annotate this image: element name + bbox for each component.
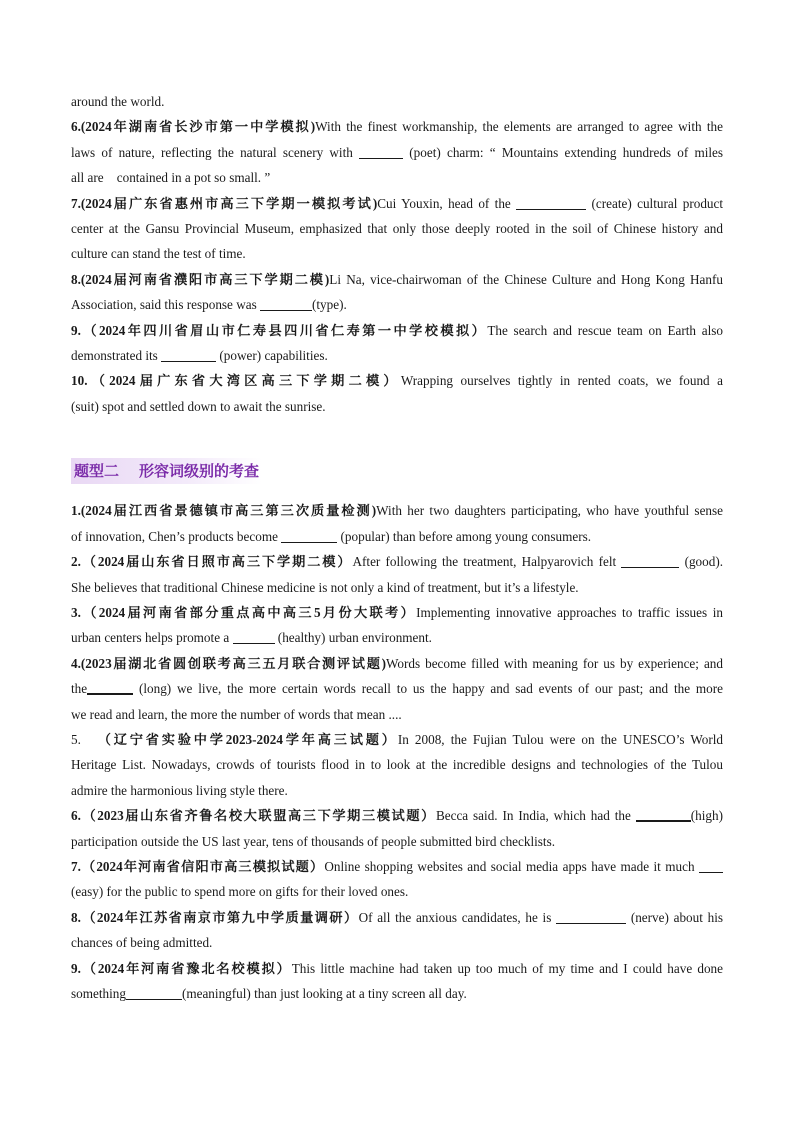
- question-item: 7.(2024届广东省惠州市高三下学期一模拟考试)Cui Youxin, head of the (create) cultural product center at the Gansu Provincial Museum, emphasized that only those deeply rooted in the soil of Chinese history and culture can stand the test of time.: [71, 195, 724, 262]
- answer-blank[interactable]: [161, 348, 216, 362]
- section-heading-wrap: [71, 458, 723, 484]
- question-item: 9.（2024年河南省豫北名校模拟）This little machine had taken up too much of my time and I could have done something (meaningful) than just looking at a tiny screen all day.: [71, 960, 723, 1001]
- answer-blank[interactable]: [621, 554, 679, 568]
- question-item: 6.(2024年湖南省长沙市第一中学模拟)With the finest workmanship, the elements are arranged to agree with the laws of nature, reflecting the natural scenery with (poet) charm: “ Mountains extending hundreds of miles all are contained in a pot so small. ”: [71, 119, 724, 186]
- question-source: （辽宁省实验中学2023-2024学年高三试题）: [94, 731, 398, 747]
- question-item: 8.(2024届河南省濮阳市高三下学期二模)Li Na, vice-chairwoman of the Chinese Culture and Hong Kong Hanfu Association, said this response was (type).: [71, 271, 723, 313]
- answer-blank[interactable]: [516, 196, 586, 210]
- question-source: （2023届山东省齐鲁名校大联盟高三下学期三模试题）: [80, 808, 436, 824]
- answer-blank[interactable]: [556, 910, 626, 924]
- question-item: 1.(2024届江西省景德镇市高三第三次质量检测)With her two daughters participating, who have youthful sense of innovation, Chen’s products become (popular) than before among young consumers.: [71, 503, 723, 544]
- question-item: 4.(2023届湖北省圆创联考高三五月联合测评试题)Words become filled with meaning for us by experience; and the (long) we live, the more certain words recall to us the happy and sad events of our past; and the more we read and learn, the more the number of words that mean ....: [71, 655, 724, 722]
- question-item: 6.（2023届山东省齐鲁名校大联盟高三下学期三模试题）Becca said. In India, which had the (high) participation outside the US last year, tens of thousands of people submitted bird checklists.: [71, 808, 724, 849]
- question-item: 8.（2024年江苏省南京市第九中学质量调研）Of all the anxious candidates, he is (nerve) about his chances of being admitted.: [71, 909, 724, 951]
- question-item: 3.（2024届河南省部分重点高中高三5月份大联考）Implementing innovative approaches to traffic issues in urban centers helps promote a (healthy) urban environment.: [71, 604, 723, 646]
- question-source: （2024年河南省信阳市高三模拟试题）: [80, 858, 325, 874]
- question-number: 9.: [71, 960, 81, 976]
- question-number: 5.: [71, 731, 81, 747]
- question-source: （2024年江苏省南京市第九中学质量调研）: [80, 909, 359, 925]
- question-number: 1.: [71, 503, 81, 519]
- question-item: 5. （辽宁省实验中学2023-2024学年高三试题）In 2008, the Fujian Tulou were on the UNESCO’s World Heritage List. Nowadays, crowds of tourists flood in to look at the incredible designs and technologies of the Tulou admire the harmonious living style there.: [71, 731, 724, 798]
- question-source: (2024届广东省惠州市高三下学期一模拟考试): [80, 195, 378, 211]
- question-number: 6.: [71, 119, 81, 135]
- question-number: 8.: [71, 271, 81, 287]
- question-number: 10.: [71, 373, 88, 389]
- question-number: 8.: [71, 909, 81, 925]
- answer-blank[interactable]: [260, 297, 312, 311]
- question-number: 2.: [71, 554, 81, 570]
- question-number: 3.: [71, 604, 81, 620]
- question-number: 9.: [71, 322, 81, 338]
- question-source: （2024年四川省眉山市仁寿县四川省仁寿第一中学校模拟）: [80, 322, 488, 338]
- question-number: 7.: [71, 195, 81, 211]
- section-heading: 题型二 形容词级别的考查: [71, 458, 262, 484]
- question-number: 6.: [71, 808, 81, 824]
- question-source: (2024届河南省濮阳市高三下学期二模): [80, 271, 330, 287]
- question-source: （2024届广东省大湾区高三下学期二模）: [87, 373, 401, 389]
- question-item: 2.（2024届山东省日照市高三下学期二模）After following the treatment, Halpyarovich felt (good). She believes that traditional Chinese medicine is not only a kind of treatment, but it’s a lifestyle.: [71, 554, 724, 595]
- question-source: （2024届山东省日照市高三下学期二模）: [80, 554, 353, 570]
- question-number: 4.: [71, 655, 81, 671]
- question-source: （2024届河南省部分重点高中高三5月份大联考）: [80, 604, 417, 620]
- question-item: 7.（2024年河南省信阳市高三模拟试题）Online shopping websites and social media apps have made it much (easy) for the public to spend more on gifts for their loved ones.: [71, 854, 723, 905]
- answer-blank[interactable]: [233, 630, 275, 644]
- answer-blank[interactable]: [359, 145, 403, 159]
- answer-blank[interactable]: [281, 529, 337, 543]
- question-item: 9.（2024年四川省眉山市仁寿县四川省仁寿第一中学校模拟）The search and rescue team on Earth also demonstrated its (power) capabilities.: [71, 322, 724, 364]
- document-page: [71, 89, 723, 1006]
- question-source: (2024届江西省景德镇市高三第三次质量检测): [80, 503, 377, 519]
- answer-blank[interactable]: [126, 986, 182, 1000]
- question-source: (2023届湖北省圆创联考高三五月联合测评试题): [80, 655, 386, 671]
- answer-blank[interactable]: [699, 859, 723, 873]
- answer-blank[interactable]: [636, 807, 691, 822]
- question-source: (2024年湖南省长沙市第一中学模拟): [80, 119, 316, 135]
- question-source: （2024年河南省豫北名校模拟）: [80, 960, 292, 976]
- answer-blank[interactable]: [87, 680, 133, 695]
- question-item: 10.（2024届广东省大湾区高三下学期二模）Wrapping ourselves tightly in rented coats, we found a (suit) spot and settled down to await the sunrise.: [71, 373, 724, 414]
- carry-over-line: around the world.: [71, 94, 165, 109]
- question-number: 7.: [71, 858, 81, 874]
